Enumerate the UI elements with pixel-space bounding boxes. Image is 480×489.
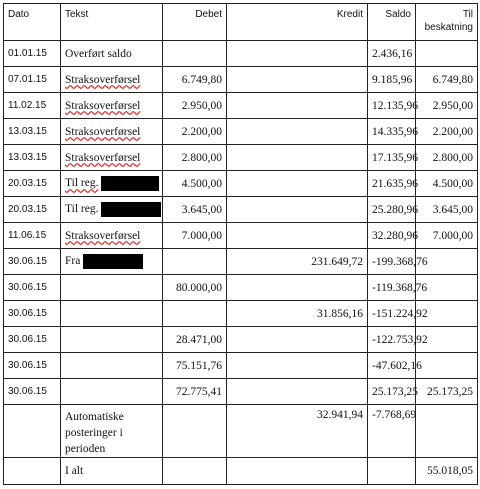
cell-kredit xyxy=(227,93,368,119)
cell-tekst xyxy=(61,275,163,301)
cell-dato: 07.01.15 xyxy=(4,67,61,93)
cell-kredit: 31.856,16 xyxy=(227,301,368,327)
cell-dato: 11.02.15 xyxy=(4,93,61,119)
table-row xyxy=(4,171,478,197)
cell-til-beskatning xyxy=(416,405,478,458)
cell-saldo: -7.768,69 xyxy=(368,405,416,458)
cell-kredit: 32.941,94 xyxy=(227,405,368,458)
table-row xyxy=(4,41,478,67)
cell-dato xyxy=(4,458,61,485)
header-debet: Debet xyxy=(163,4,227,41)
cell-kredit xyxy=(227,353,368,379)
cell-kredit xyxy=(227,145,368,171)
cell-kredit xyxy=(227,171,368,197)
cell-debet: 2.200,00 xyxy=(163,119,227,145)
cell-debet: 75.151,76 xyxy=(163,353,227,379)
cell-kredit xyxy=(227,197,368,223)
cell-dato: 30.06.15 xyxy=(4,353,61,379)
ledger-body xyxy=(4,41,478,485)
cell-kredit xyxy=(227,41,368,67)
cell-til-beskatning: 55.018,05 xyxy=(416,458,478,485)
cell-kredit: 231.649,72 xyxy=(227,249,368,275)
cell-til-beskatning: 3.645,00 xyxy=(416,197,478,223)
cell-dato: 30.06.15 xyxy=(4,249,61,275)
header-dato: Dato xyxy=(4,4,61,41)
cell-debet: 6.749,80 xyxy=(163,67,227,93)
cell-saldo: 21.635,96 xyxy=(368,171,416,197)
cell-saldo: -119.368,76 xyxy=(368,275,416,301)
cell-saldo xyxy=(368,458,416,485)
table-row xyxy=(4,119,478,145)
cell-debet xyxy=(163,301,227,327)
cell-saldo: -47.602,16 xyxy=(368,353,416,379)
cell-debet: 4.500,00 xyxy=(163,171,227,197)
cell-tekst xyxy=(61,249,163,275)
cell-kredit xyxy=(227,223,368,249)
header-row xyxy=(4,4,478,41)
cell-til-beskatning xyxy=(416,41,478,67)
cell-debet xyxy=(163,41,227,67)
cell-til-beskatning xyxy=(416,353,478,379)
cell-saldo: 14.335,96 xyxy=(368,119,416,145)
cell-tekst xyxy=(61,327,163,353)
cell-til-beskatning: 4.500,00 xyxy=(416,171,478,197)
cell-kredit xyxy=(227,379,368,405)
tekst-value: Straksoverførsel xyxy=(65,229,141,242)
cell-til-beskatning: 2.950,00 xyxy=(416,93,478,119)
cell-saldo: 32.280,96 xyxy=(368,223,416,249)
table-row xyxy=(4,93,478,119)
cell-kredit xyxy=(227,67,368,93)
cell-tekst xyxy=(61,145,163,171)
cell-debet: 2.800,00 xyxy=(163,145,227,171)
table-row xyxy=(4,145,478,171)
cell-dato: 20.03.15 xyxy=(4,197,61,223)
tekst-value: Straksoverførsel xyxy=(65,125,141,138)
cell-tekst xyxy=(61,301,163,327)
cell-tekst xyxy=(61,119,163,145)
header-til-beskatning: Til beskatning xyxy=(416,4,478,41)
cell-saldo: -199.368,76 xyxy=(368,249,416,275)
cell-debet xyxy=(163,249,227,275)
redaction-block xyxy=(101,202,161,217)
cell-debet: 28.471,00 xyxy=(163,327,227,353)
cell-kredit xyxy=(227,119,368,145)
cell-dato: 01.01.15 xyxy=(4,41,61,67)
tekst-value: Til reg. xyxy=(65,203,99,216)
total-row xyxy=(4,458,478,485)
table-row xyxy=(4,223,478,249)
cell-kredit xyxy=(227,327,368,353)
header-tekst: Tekst xyxy=(61,4,163,41)
cell-kredit xyxy=(227,275,368,301)
tekst-value: Til reg. xyxy=(65,177,99,190)
cell-tekst xyxy=(61,197,163,223)
cell-tekst xyxy=(61,93,163,119)
table-row xyxy=(4,405,478,458)
cell-tekst xyxy=(61,67,163,93)
cell-dato xyxy=(4,405,61,458)
cell-debet xyxy=(163,458,227,485)
cell-debet: 80.000,00 xyxy=(163,275,227,301)
cell-til-beskatning: 7.000,00 xyxy=(416,223,478,249)
tekst-value: Fra xyxy=(65,255,81,268)
cell-saldo: 25.280,96 xyxy=(368,197,416,223)
cell-dato: 30.06.15 xyxy=(4,327,61,353)
cell-debet: 7.000,00 xyxy=(163,223,227,249)
cell-debet: 72.775,41 xyxy=(163,379,227,405)
cell-saldo: 25.173,25 xyxy=(368,379,416,405)
header-kredit: Kredit xyxy=(227,4,368,41)
cell-tekst xyxy=(61,171,163,197)
cell-til-beskatning: 2.800,00 xyxy=(416,145,478,171)
cell-debet: 2.950,00 xyxy=(163,93,227,119)
cell-dato: 30.06.15 xyxy=(4,301,61,327)
cell-tekst xyxy=(61,379,163,405)
table-row xyxy=(4,353,478,379)
table-row xyxy=(4,249,478,275)
cell-kredit xyxy=(227,458,368,485)
ledger-table xyxy=(3,3,478,485)
cell-til-beskatning: 25.173,25 xyxy=(416,379,478,405)
table-row xyxy=(4,327,478,353)
table-row xyxy=(4,67,478,93)
tekst-value: Straksoverførsel xyxy=(65,73,141,86)
cell-dato: 20.03.15 xyxy=(4,171,61,197)
table-row xyxy=(4,197,478,223)
table-row xyxy=(4,301,478,327)
cell-dato: 13.03.15 xyxy=(4,145,61,171)
cell-tekst: I alt xyxy=(61,458,163,485)
cell-dato: 13.03.15 xyxy=(4,119,61,145)
cell-saldo: -151.224,92 xyxy=(368,301,416,327)
header-saldo: Saldo xyxy=(368,4,416,41)
cell-tekst xyxy=(61,223,163,249)
tekst-value: Straksoverførsel xyxy=(65,151,141,164)
cell-debet xyxy=(163,405,227,458)
cell-dato: 11.06.15 xyxy=(4,223,61,249)
redaction-block xyxy=(101,176,159,191)
table-row xyxy=(4,275,478,301)
cell-til-beskatning: 6.749,80 xyxy=(416,67,478,93)
table-row xyxy=(4,379,478,405)
cell-saldo: 2.436,16 xyxy=(368,41,416,67)
cell-dato: 30.06.15 xyxy=(4,379,61,405)
cell-saldo: 17.135,96 xyxy=(368,145,416,171)
cell-dato: 30.06.15 xyxy=(4,275,61,301)
cell-saldo: 12.135,96 xyxy=(368,93,416,119)
tekst-value: Straksoverførsel xyxy=(65,99,141,112)
ledger-header xyxy=(4,4,478,41)
redaction-block xyxy=(83,254,143,269)
cell-tekst xyxy=(61,353,163,379)
cell-debet: 3.645,00 xyxy=(163,197,227,223)
cell-tekst: Automatiske posteringer i perioden xyxy=(61,405,163,458)
cell-saldo: 9.185,96 xyxy=(368,67,416,93)
cell-til-beskatning: 2.200,00 xyxy=(416,119,478,145)
cell-tekst: Overført saldo xyxy=(61,41,163,67)
cell-saldo: -122.753,92 xyxy=(368,327,416,353)
